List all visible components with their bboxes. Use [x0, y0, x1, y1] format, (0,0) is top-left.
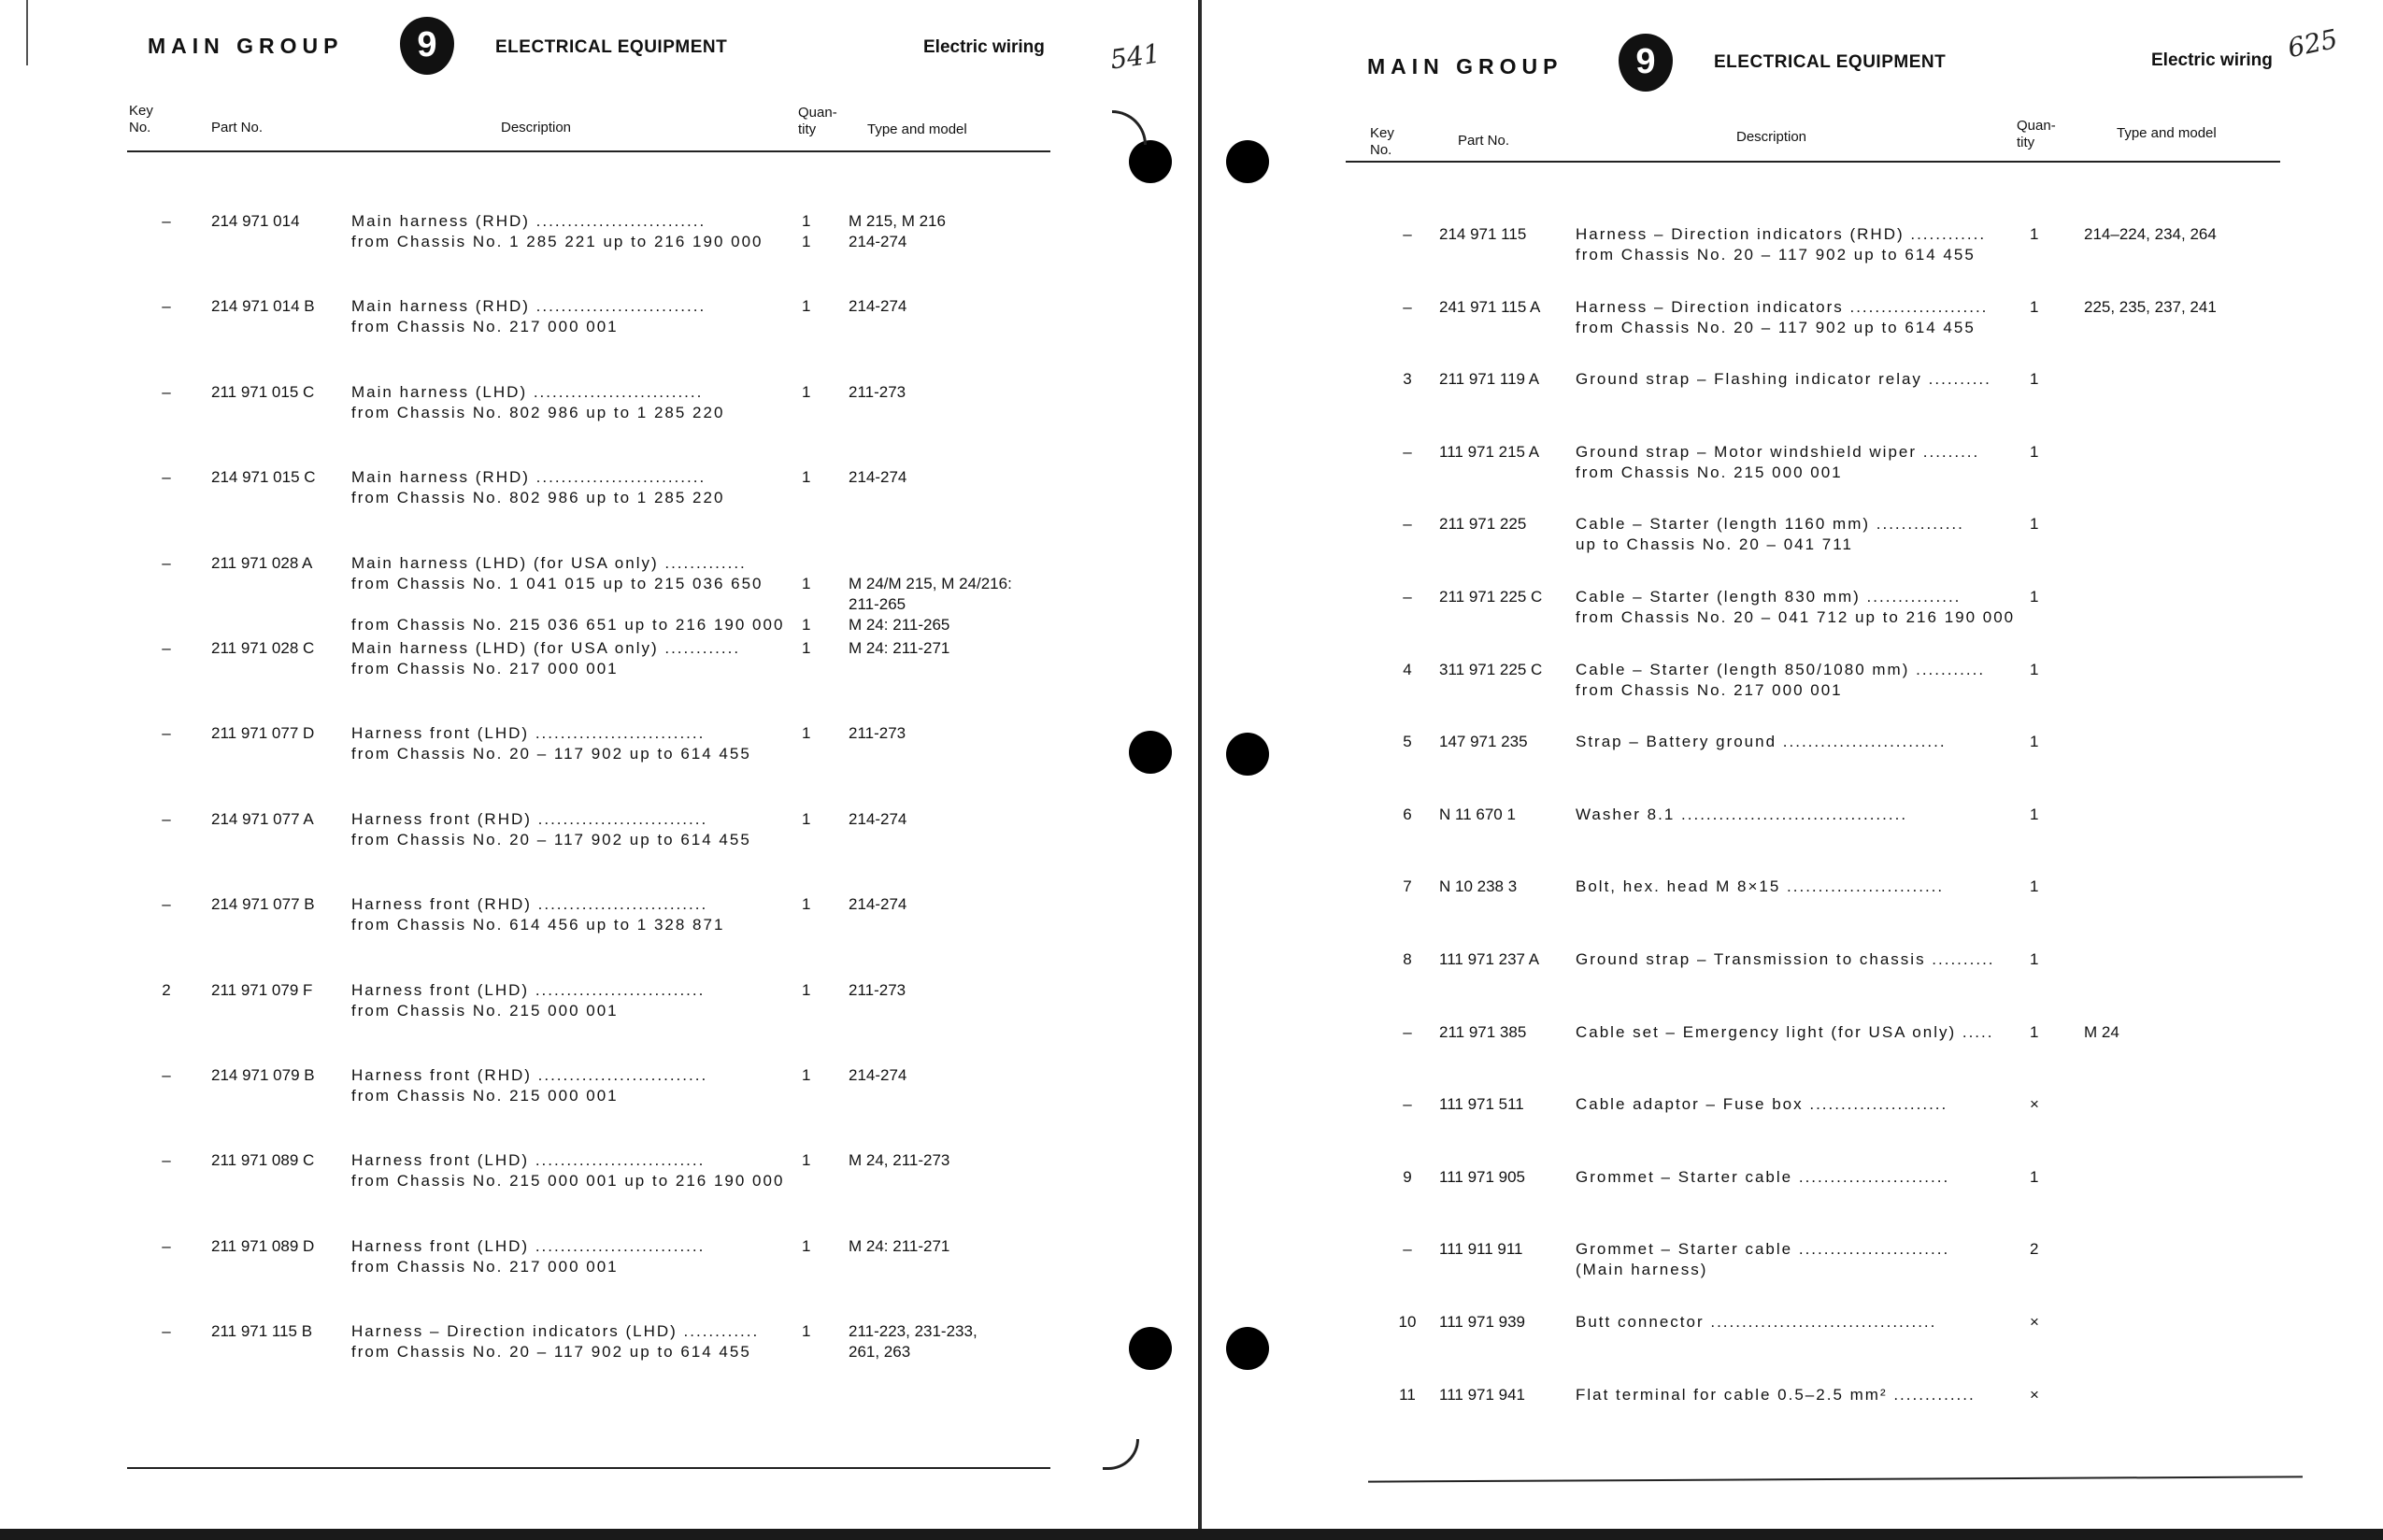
part-description: Cable – Starter (length 830 mm) ...............	[1576, 588, 1962, 606]
quantity: ×	[2030, 1385, 2039, 1404]
part-description: Harness front (LHD) ...........................	[351, 980, 706, 999]
right-catalog-page	[1206, 0, 2383, 1540]
group-number-badge: 9	[400, 17, 454, 75]
key-number: 10	[1398, 1313, 1417, 1331]
handwritten-page-number: 541	[1107, 37, 1163, 76]
key-number: 9	[1403, 1167, 1412, 1186]
part-number: 214 971 077 A	[211, 809, 314, 828]
part-number: 214 971 015 C	[211, 468, 316, 487]
part-description: from Chassis No. 215 000 001	[351, 1087, 619, 1105]
part-description: Harness front (LHD) ...........................	[351, 724, 706, 743]
header-qty-line1: Quan-	[798, 105, 837, 121]
key-number: –	[162, 1151, 171, 1170]
part-description: Harness – Direction indicators (RHD) ............	[1576, 225, 1987, 243]
part-number: 211 971 385	[1439, 1022, 1527, 1041]
part-description: from Chassis No. 215 000 001	[351, 1001, 619, 1020]
part-description: Harness front (RHD) ...........................	[351, 1066, 708, 1084]
key-number: –	[1403, 588, 1412, 606]
type-and-model: 211-265	[849, 594, 906, 613]
part-description: Main harness (RHD) ...........................	[351, 468, 706, 487]
part-number: 211 971 115 B	[211, 1322, 313, 1341]
part-description: Cable – Starter (length 1160 mm) ..............	[1576, 515, 1964, 534]
hole-tear-mark	[1112, 110, 1147, 145]
part-number: 147 971 235	[1439, 733, 1528, 751]
header-key-line1: Key	[129, 103, 153, 119]
part-number: 211 971 089 D	[211, 1236, 315, 1255]
quantity: 1	[2030, 370, 2039, 389]
footer-rule	[1368, 1476, 2303, 1482]
part-number: 211 971 225 C	[1439, 588, 1543, 606]
part-description: Ground strap – Transmission to chassis ..........	[1576, 950, 1995, 968]
type-and-model: M 24: 211-271	[849, 1236, 950, 1255]
type-and-model: 214-274	[849, 297, 907, 316]
part-number: 111 971 215 A	[1439, 442, 1540, 461]
type-and-model: 214-274	[849, 809, 907, 828]
part-description: from Chassis No. 20 – 117 902 up to 614 455	[1576, 246, 1976, 264]
part-description: Ground strap – Motor windshield wiper .........	[1576, 442, 1980, 461]
part-number: 211 971 077 D	[211, 724, 315, 743]
key-number: –	[162, 553, 171, 572]
part-description: Main harness (LHD) (for USA only) ............	[351, 639, 741, 657]
subsection-title: Electric wiring	[2151, 50, 2273, 70]
part-description: from Chassis No. 1 285 221 up to 216 190 000	[351, 233, 763, 250]
part-description: Main harness (LHD) (for USA only) .............	[351, 553, 747, 572]
quantity: 1	[2030, 950, 2039, 968]
part-description: Strap – Battery ground ..........................	[1576, 733, 1947, 751]
footer-rule	[127, 1467, 1050, 1469]
type-and-model: 214-274	[849, 1066, 907, 1084]
header-key-line2: No.	[1370, 142, 1392, 158]
part-description: from Chassis No. 20 – 117 902 up to 614 455	[1576, 318, 1976, 336]
key-number: –	[162, 809, 171, 828]
part-description: Cable set – Emergency light (for USA only) .....	[1576, 1022, 1994, 1041]
part-number: 111 971 511	[1439, 1095, 1524, 1114]
key-number: –	[162, 382, 171, 401]
part-number: 241 971 115 A	[1439, 297, 1541, 316]
header-key-line2: No.	[129, 120, 151, 135]
part-description: Cable – Starter (length 850/1080 mm) ...........	[1576, 660, 1986, 678]
header-qty-line2: tity	[2017, 135, 2035, 150]
type-and-model: 214-274	[849, 468, 907, 487]
key-number: –	[162, 639, 171, 657]
header-key-line1: Key	[1370, 125, 1394, 141]
header-key-no	[1370, 125, 1394, 159]
part-number: 111 971 941	[1439, 1385, 1526, 1404]
key-number: –	[1403, 225, 1412, 243]
section-title: ELECTRICAL EQUIPMENT	[1714, 52, 1947, 72]
type-and-model: 214-274	[849, 895, 907, 914]
header-part-no: Part No.	[1458, 133, 1510, 149]
quantity: 1	[802, 615, 811, 634]
main-group-label: MAIN GROUP	[148, 34, 344, 58]
key-number: 6	[1403, 805, 1412, 823]
header-type-model: Type and model	[867, 121, 967, 137]
binder-hole	[1129, 140, 1172, 183]
part-number: 214 971 115	[1439, 225, 1527, 243]
part-description: from Chassis No. 217 000 001	[1576, 680, 1843, 699]
part-description: from Chassis No. 20 – 117 902 up to 614 455	[351, 830, 751, 848]
quantity: 1	[2030, 877, 2039, 896]
page-gutter	[1198, 0, 1202, 1540]
type-and-model: 214–224, 234, 264	[2084, 225, 2217, 243]
main-group-label: MAIN GROUP	[1367, 54, 1563, 78]
quantity: 1	[2030, 442, 2039, 461]
handwritten-page-number: 625	[2285, 22, 2341, 64]
quantity: 1	[802, 639, 811, 657]
type-and-model: M 24: 211-265	[849, 615, 950, 634]
type-and-model: M 24	[2084, 1022, 2119, 1041]
part-number: 214 971 014	[211, 212, 300, 230]
header-type-model: Type and model	[2117, 125, 2217, 141]
part-description: from Chassis No. 20 – 041 712 up to 216 190 000	[1576, 608, 2016, 626]
quantity: 1	[2030, 588, 2039, 606]
part-description: Harness front (RHD) ...........................	[351, 895, 708, 914]
key-number: –	[162, 468, 171, 487]
part-number: 211 971 225	[1439, 515, 1527, 534]
quantity: 1	[802, 809, 811, 828]
header-qty-line2: tity	[798, 121, 817, 137]
part-number: 111 971 939	[1439, 1313, 1526, 1331]
header-part-no: Part No.	[211, 120, 264, 135]
key-number: 5	[1403, 733, 1412, 751]
quantity: 1	[2030, 225, 2039, 243]
quantity: 1	[2030, 660, 2039, 678]
part-description: up to Chassis No. 20 – 041 711	[1576, 535, 1853, 554]
type-and-model: 211-273	[849, 724, 906, 743]
type-and-model: M 24: 211-271	[849, 639, 950, 657]
quantity: 1	[802, 382, 811, 401]
quantity: 2	[2030, 1240, 2039, 1259]
part-description: Harness – Direction indicators ......................	[1576, 297, 1989, 316]
part-description: from Chassis No. 802 986 up to 1 285 220	[351, 403, 725, 421]
key-number: –	[162, 724, 171, 743]
part-description: Harness front (LHD) ...........................	[351, 1236, 706, 1255]
key-number: 8	[1403, 950, 1412, 968]
group-number-badge: 9	[1619, 34, 1673, 92]
part-description: Main harness (RHD) ...........................	[351, 212, 706, 230]
part-description: Flat terminal for cable 0.5–2.5 mm² .............	[1576, 1385, 1976, 1404]
key-number: –	[1403, 1095, 1412, 1114]
part-description: from Chassis No. 802 986 up to 1 285 220	[351, 489, 725, 507]
quantity: ×	[2030, 1313, 2039, 1331]
part-number: 211 971 015 C	[211, 382, 315, 401]
hole-tear-mark	[1103, 1439, 1139, 1470]
part-description: Ground strap – Flashing indicator relay ..........	[1576, 370, 1991, 389]
binder-hole	[1226, 1327, 1269, 1370]
quantity: 1	[802, 895, 811, 914]
binder-hole	[1129, 1327, 1172, 1370]
type-and-model: M 24/M 215, M 24/216:	[849, 574, 1012, 592]
part-description: from Chassis No. 215 000 001 up to 216 190 000	[351, 1172, 785, 1191]
part-number: 311 971 225 C	[1439, 660, 1543, 678]
header-description: Description	[1736, 129, 1807, 145]
type-and-model: 225, 235, 237, 241	[2084, 297, 2217, 316]
type-and-model: M 215, M 216	[849, 212, 946, 230]
quantity: 1	[2030, 733, 2039, 751]
quantity: 1	[802, 212, 811, 230]
key-number: 11	[1399, 1385, 1416, 1404]
quantity: 1	[802, 980, 811, 999]
part-number: 214 971 014 B	[211, 297, 315, 316]
type-and-model: 211-273	[849, 980, 906, 999]
quantity: 1	[802, 1151, 811, 1170]
binder-hole	[1226, 140, 1269, 183]
key-number: –	[162, 1066, 171, 1084]
header-key-no	[129, 103, 153, 136]
key-number: –	[1403, 1022, 1412, 1041]
part-number: 211 971 079 F	[211, 980, 313, 999]
key-number: –	[162, 1322, 171, 1341]
part-description: Main harness (LHD) ...........................	[351, 382, 704, 401]
header-rule	[1346, 161, 2280, 163]
key-number: –	[162, 297, 171, 316]
part-description: Grommet – Starter cable ........................	[1576, 1167, 1950, 1186]
type-and-model: 261, 263	[849, 1343, 911, 1362]
quantity: ×	[2030, 1095, 2039, 1114]
key-number: 2	[162, 980, 171, 999]
quantity: 1	[802, 233, 811, 250]
part-number: 111 911 911	[1439, 1240, 1523, 1259]
type-and-model: 214-274	[849, 233, 907, 250]
part-description: from Chassis No. 614 456 up to 1 328 871	[351, 916, 725, 934]
key-number: –	[162, 1236, 171, 1255]
key-number: –	[1403, 1240, 1412, 1259]
part-description: Main harness (RHD) ...........................	[351, 297, 706, 316]
part-description: Cable adaptor – Fuse box ......................	[1576, 1095, 1948, 1114]
part-description: from Chassis No. 217 000 001	[351, 318, 619, 336]
quantity: 1	[802, 574, 811, 592]
part-number: N 11 670 1	[1439, 805, 1516, 823]
part-description: Bolt, hex. head M 8×15 .........................	[1576, 877, 1945, 896]
scan-edge-mark	[26, 0, 28, 65]
header-rule	[127, 150, 1050, 152]
quantity: 1	[802, 468, 811, 487]
header-quantity	[2017, 118, 2056, 151]
header-description: Description	[501, 120, 572, 135]
part-description: Butt connector ....................................	[1576, 1313, 1937, 1331]
quantity: 1	[802, 1066, 811, 1084]
binder-hole	[1226, 733, 1269, 776]
part-description: Grommet – Starter cable ........................	[1576, 1240, 1950, 1259]
type-and-model: M 24, 211-273	[849, 1151, 950, 1170]
part-description: from Chassis No. 215 036 651 up to 216 190 000	[351, 615, 785, 634]
part-number: N 10 238 3	[1439, 877, 1518, 896]
section-title: ELECTRICAL EQUIPMENT	[495, 37, 728, 57]
type-and-model: 211-223, 231-233,	[849, 1322, 977, 1341]
quantity: 1	[802, 724, 811, 743]
type-and-model: 211-273	[849, 382, 906, 401]
part-description: from Chassis No. 217 000 001	[351, 660, 619, 677]
quantity: 1	[2030, 297, 2039, 316]
part-number: 211 971 119 A	[1439, 370, 1540, 389]
part-description: Harness – Direction indicators (LHD) ............	[351, 1322, 760, 1341]
header-quantity	[798, 105, 837, 138]
quantity: 1	[2030, 1167, 2039, 1186]
part-number: 211 971 028 C	[211, 639, 315, 657]
key-number: 3	[1403, 370, 1412, 389]
part-description: from Chassis No. 215 000 001	[1576, 463, 1843, 481]
quantity: 1	[802, 1322, 811, 1341]
key-number: –	[162, 895, 171, 914]
key-number: –	[1403, 297, 1412, 316]
part-number: 111 971 237 A	[1439, 950, 1540, 968]
key-number: 4	[1403, 660, 1412, 678]
key-number: –	[1403, 442, 1412, 461]
quantity: 1	[2030, 805, 2039, 823]
part-description: (Main harness)	[1576, 1261, 1708, 1279]
part-number: 211 971 028 A	[211, 553, 313, 572]
part-number: 214 971 079 B	[211, 1066, 315, 1084]
header-qty-line1: Quan-	[2017, 118, 2056, 134]
part-number: 111 971 905	[1439, 1167, 1526, 1186]
part-description: from Chassis No. 1 041 015 up to 215 036 650	[351, 574, 763, 592]
subsection-title: Electric wiring	[923, 37, 1045, 57]
quantity: 1	[2030, 1022, 2039, 1041]
quantity: 1	[802, 1236, 811, 1255]
key-number: –	[162, 212, 171, 230]
part-number: 214 971 077 B	[211, 895, 315, 914]
part-description: Harness front (RHD) ...........................	[351, 809, 708, 828]
part-number: 211 971 089 C	[211, 1151, 315, 1170]
part-description: from Chassis No. 20 – 117 902 up to 614 455	[351, 745, 751, 763]
part-description: Harness front (LHD) ...........................	[351, 1151, 706, 1170]
part-description: from Chassis No. 20 – 117 902 up to 614 455	[351, 1343, 751, 1362]
key-number: –	[1403, 515, 1412, 534]
scan-bottom-edge	[0, 1529, 2383, 1540]
binder-hole	[1129, 731, 1172, 774]
quantity: 1	[2030, 515, 2039, 534]
quantity: 1	[802, 297, 811, 316]
key-number: 7	[1403, 877, 1412, 896]
part-description: from Chassis No. 217 000 001	[351, 1257, 619, 1276]
part-description: Washer 8.1 ....................................	[1576, 805, 1908, 823]
